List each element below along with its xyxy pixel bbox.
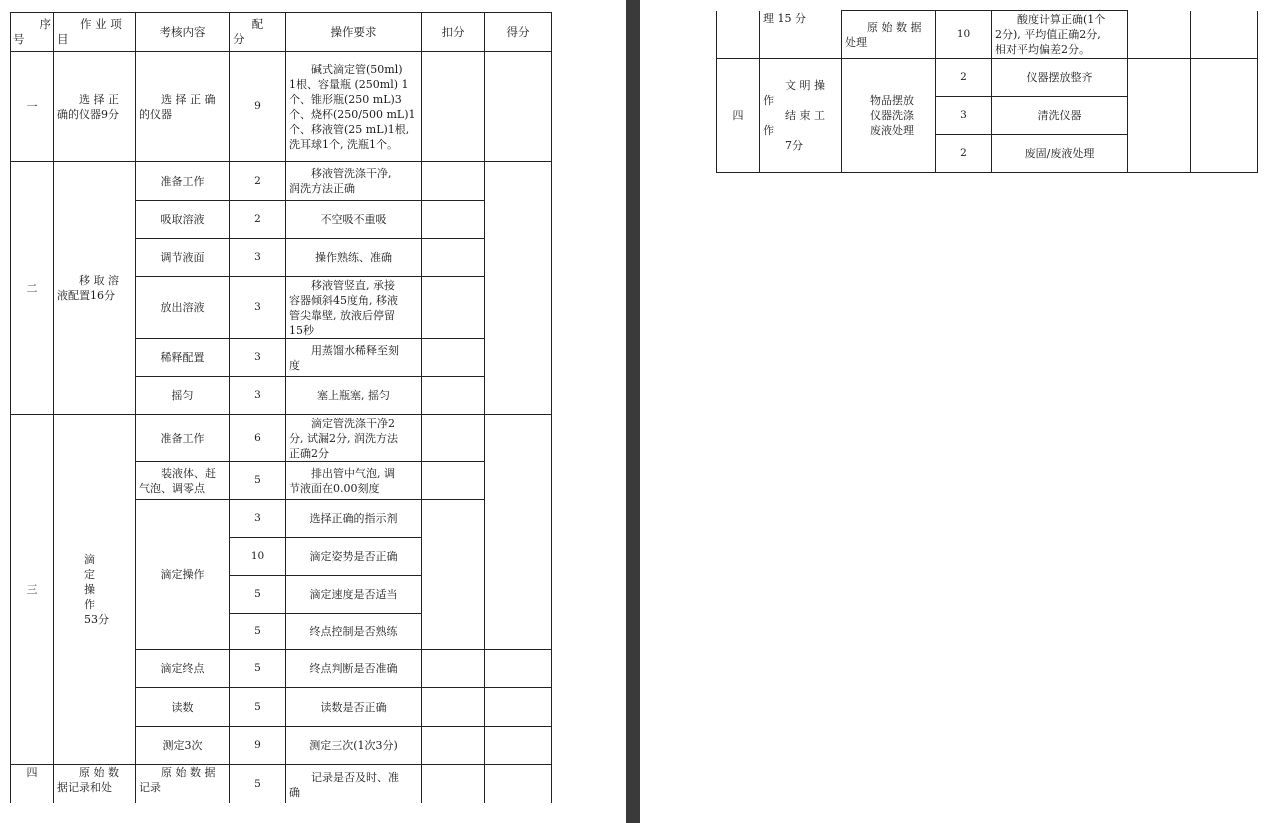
score-cell: 3 <box>230 239 286 277</box>
got-cell <box>1191 59 1258 173</box>
score-cell: 5 <box>230 688 286 727</box>
section-seq: 四 <box>717 59 760 173</box>
deduct-cell <box>422 339 485 377</box>
header-content: 考核内容 <box>136 13 230 52</box>
content-cell: 吸取溶液 <box>136 201 230 239</box>
section-seq: 四 <box>11 765 54 804</box>
score-cell: 3 <box>230 339 286 377</box>
deduct-cell <box>422 462 485 500</box>
requirement-cell: 用蒸馏水稀释至刻 度 <box>286 339 422 377</box>
score-cell: 2 <box>936 59 992 97</box>
deduct-cell <box>422 765 485 804</box>
got-cell <box>485 52 552 162</box>
assessment-table-page-1 <box>10 12 552 803</box>
got-cell <box>485 765 552 804</box>
requirement-cell: 移液管竖直, 承接 容器倾斜45度角, 移液 管尖靠壁, 放液后停留 15秒 <box>286 277 422 339</box>
requirement-cell: 废固/废液处理 <box>992 135 1128 173</box>
got-cell <box>485 415 552 650</box>
deduct-cell <box>422 650 485 688</box>
score-cell: 9 <box>230 727 286 765</box>
requirement-cell: 清洗仪器 <box>992 97 1128 135</box>
deduct-cell <box>422 162 485 201</box>
assessment-table-page-2 <box>716 10 1258 173</box>
section-seq <box>717 11 760 59</box>
score-cell: 5 <box>230 614 286 650</box>
deduct-cell <box>422 415 485 462</box>
table-row <box>11 162 552 201</box>
got-cell <box>485 650 552 688</box>
requirement-cell: 仪器摆放整齐 <box>992 59 1128 97</box>
section-item: 移 取 溶 液配置16分 <box>54 162 136 415</box>
deduct-cell <box>422 52 485 162</box>
requirement-cell: 终点控制是否熟练 <box>286 614 422 650</box>
content-cell: 准备工作 <box>136 415 230 462</box>
header-got: 得分 <box>485 13 552 52</box>
deduct-cell <box>422 277 485 339</box>
deduct-cell <box>422 239 485 277</box>
deduct-cell <box>422 377 485 415</box>
section-item: 选 择 正 确的仪器9分 <box>54 52 136 162</box>
content-cell: 测定3次 <box>136 727 230 765</box>
score-cell: 3 <box>230 377 286 415</box>
section-seq: 二 <box>11 162 54 415</box>
section-item: 理 15 分 <box>760 11 842 59</box>
got-cell <box>485 727 552 765</box>
got-cell <box>1191 11 1258 59</box>
content-cell: 滴定操作 <box>136 500 230 650</box>
score-cell: 5 <box>230 462 286 500</box>
header-row <box>11 13 552 52</box>
content-cell: 调节液面 <box>136 239 230 277</box>
section-item: 滴 定 操 作 53分 <box>54 415 136 765</box>
header-deduct: 扣分 <box>422 13 485 52</box>
requirement-cell: 滴定姿势是否正确 <box>286 538 422 576</box>
table-row <box>717 11 1258 59</box>
score-cell: 2 <box>230 162 286 201</box>
table-row <box>11 765 552 804</box>
score-cell: 5 <box>230 576 286 614</box>
score-cell: 10 <box>230 538 286 576</box>
section-item: 文 明 操 作 结 束 工 作 7分 <box>760 59 842 173</box>
requirement-cell: 塞上瓶塞, 摇匀 <box>286 377 422 415</box>
content-cell: 选 择 正 确 的仪器 <box>136 52 230 162</box>
score-cell: 9 <box>230 52 286 162</box>
content-cell: 原 始 数 据 记录 <box>136 765 230 804</box>
header-seq: 序 号 <box>11 13 54 52</box>
requirement-cell: 滴定速度是否适当 <box>286 576 422 614</box>
score-cell: 5 <box>230 650 286 688</box>
content-cell: 摇匀 <box>136 377 230 415</box>
content-cell: 装液体、赶 气泡、调零点 <box>136 462 230 500</box>
score-cell: 3 <box>936 97 992 135</box>
score-cell: 6 <box>230 415 286 462</box>
content-cell: 滴定终点 <box>136 650 230 688</box>
table-row <box>717 59 1258 97</box>
score-cell: 2 <box>230 201 286 239</box>
section-seq: 三 <box>11 415 54 765</box>
header-requirement: 操作要求 <box>286 13 422 52</box>
section-item: 原 始 数 据记录和处 <box>54 765 136 804</box>
deduct-cell <box>1128 59 1191 173</box>
requirement-cell: 不空吸不重吸 <box>286 201 422 239</box>
header-score: 配 分 <box>230 13 286 52</box>
requirement-cell: 碱式滴定管(50ml) 1根、容量瓶 (250ml) 1 个、锥形瓶(250 mL)3 个、烧杯(250/500 mL)1 个、移液管(25 mL)1根, 洗耳球1个, 洗瓶1个。 <box>286 52 422 162</box>
requirement-cell: 记录是否及时、准 确 <box>286 765 422 804</box>
score-cell: 3 <box>230 277 286 339</box>
requirement-cell: 移液管洗涤干净, 润洗方法正确 <box>286 162 422 201</box>
deduct-cell <box>422 727 485 765</box>
requirement-cell: 滴定管洗涤干净2 分, 试漏2分, 润洗方法 正确2分 <box>286 415 422 462</box>
requirement-cell: 终点判断是否准确 <box>286 650 422 688</box>
content-cell: 准备工作 <box>136 162 230 201</box>
score-cell: 2 <box>936 135 992 173</box>
content-cell: 放出溶液 <box>136 277 230 339</box>
deduct-cell <box>422 201 485 239</box>
content-cell: 物品摆放 仪器洗涤 废液处理 <box>842 59 936 173</box>
score-cell: 5 <box>230 765 286 804</box>
table-row <box>11 415 552 462</box>
table-row <box>11 52 552 162</box>
got-cell <box>485 688 552 727</box>
content-cell: 读数 <box>136 688 230 727</box>
requirement-cell: 排出管中气泡, 调 节液面在0.00刻度 <box>286 462 422 500</box>
requirement-cell: 操作熟练、准确 <box>286 239 422 277</box>
content-cell: 稀释配置 <box>136 339 230 377</box>
requirement-cell: 选择正确的指示剂 <box>286 500 422 538</box>
section-seq: 一 <box>11 52 54 162</box>
got-cell <box>485 162 552 415</box>
page-gutter <box>626 0 640 823</box>
page-1 <box>0 0 560 803</box>
deduct-cell <box>422 500 485 650</box>
score-cell: 3 <box>230 500 286 538</box>
requirement-cell: 测定三次(1次3分) <box>286 727 422 765</box>
requirement-cell: 酸度计算正确(1个 2分), 平均值正确2分, 相对平均偏差2分。 <box>992 11 1128 59</box>
requirement-cell: 读数是否正确 <box>286 688 422 727</box>
deduct-cell <box>422 688 485 727</box>
content-cell: 原 始 数 据 处理 <box>842 11 936 59</box>
deduct-cell <box>1128 11 1191 59</box>
header-item: 作 业 项 目 <box>54 13 136 52</box>
score-cell: 10 <box>936 11 992 59</box>
